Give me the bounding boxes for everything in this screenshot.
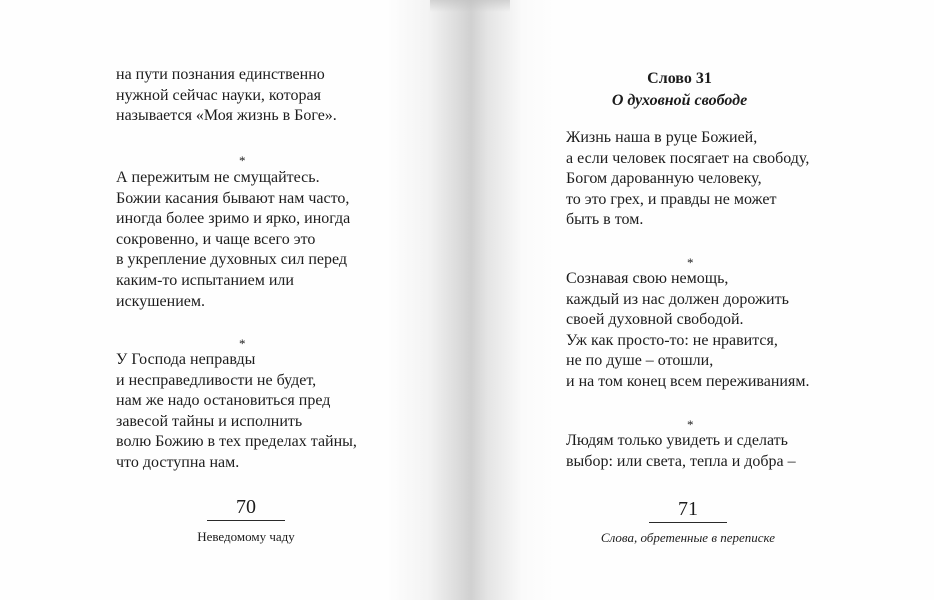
section-separator-star: * [239, 336, 246, 351]
text-line: искушением. [116, 292, 205, 310]
text-line: а если человек посягает на свободу, [566, 149, 810, 167]
section-separator-star: * [687, 255, 694, 270]
text-line: Людям только увидеть и сделать [566, 432, 788, 449]
text-line: Богом дарованную человеку, [566, 170, 762, 188]
text-line: Божии касания бывают нам часто, [116, 189, 350, 207]
text-line: каким-то испытанием или [116, 271, 294, 289]
right-paragraph-2 [566, 269, 809, 393]
text-line: волю Божию в тех пределах тайны, [116, 433, 357, 451]
section-separator-star: * [239, 153, 246, 168]
text-line: не по душе – отошли, [566, 352, 714, 370]
left-paragraph-2 [116, 168, 350, 312]
text-line: в укрепление духовных сил перед [116, 251, 348, 269]
text-line: называется «Моя жизнь в Боге». [116, 107, 337, 125]
text-line: иногда более зримо и ярко, иногда [116, 210, 351, 228]
text-line: нам же надо остановиться пред [116, 392, 331, 410]
text-line: завесой тайны и исполнить [116, 412, 303, 430]
text-line: Сознавая свою немощь, [566, 270, 729, 287]
page-number-right: 71 [678, 498, 698, 520]
page-number-rule [649, 522, 727, 523]
section-separator-star: * [687, 417, 694, 432]
text-line: сокровенно, и чаще всего это [116, 230, 316, 248]
text-line: нужной сейчас науки, которая [116, 86, 321, 104]
running-title-left: Неведомому чаду [197, 529, 295, 544]
left-paragraph-3 [116, 350, 357, 474]
text-line: Жизнь наша в руце Божией, [566, 129, 758, 146]
text-line: А пережитым не смущайтесь. [116, 169, 320, 186]
page-number-rule [207, 520, 285, 521]
running-title-right: Слова, обретенные в переписке [600, 530, 776, 545]
text-line: то это грех, и правды не может [566, 190, 777, 208]
chapter-heading: Слово 31 [647, 70, 712, 87]
text-line: и несправедливости не будет, [116, 371, 317, 389]
text-line: что доступна нам. [116, 453, 240, 471]
right-paragraph-1 [566, 128, 809, 231]
page-number-left: 70 [236, 496, 256, 518]
text-line: каждый из нас должен дорожить [566, 290, 789, 308]
text-line: Уж как просто-то: не нравится, [566, 331, 778, 349]
text-line: на пути познания единственно [116, 66, 325, 83]
chapter-subheading: О духовной свободе [611, 92, 748, 109]
text-line: и на том конец всем переживаниям. [566, 372, 810, 390]
text-line: своей духовной свободой. [566, 311, 744, 329]
text-line: выбор: или света, тепла и добра – [566, 452, 796, 470]
right-paragraph-3 [566, 431, 796, 472]
text-line: У Господа неправды [116, 351, 256, 368]
left-paragraph-1 [116, 65, 337, 127]
text-line: быть в том. [566, 211, 644, 229]
